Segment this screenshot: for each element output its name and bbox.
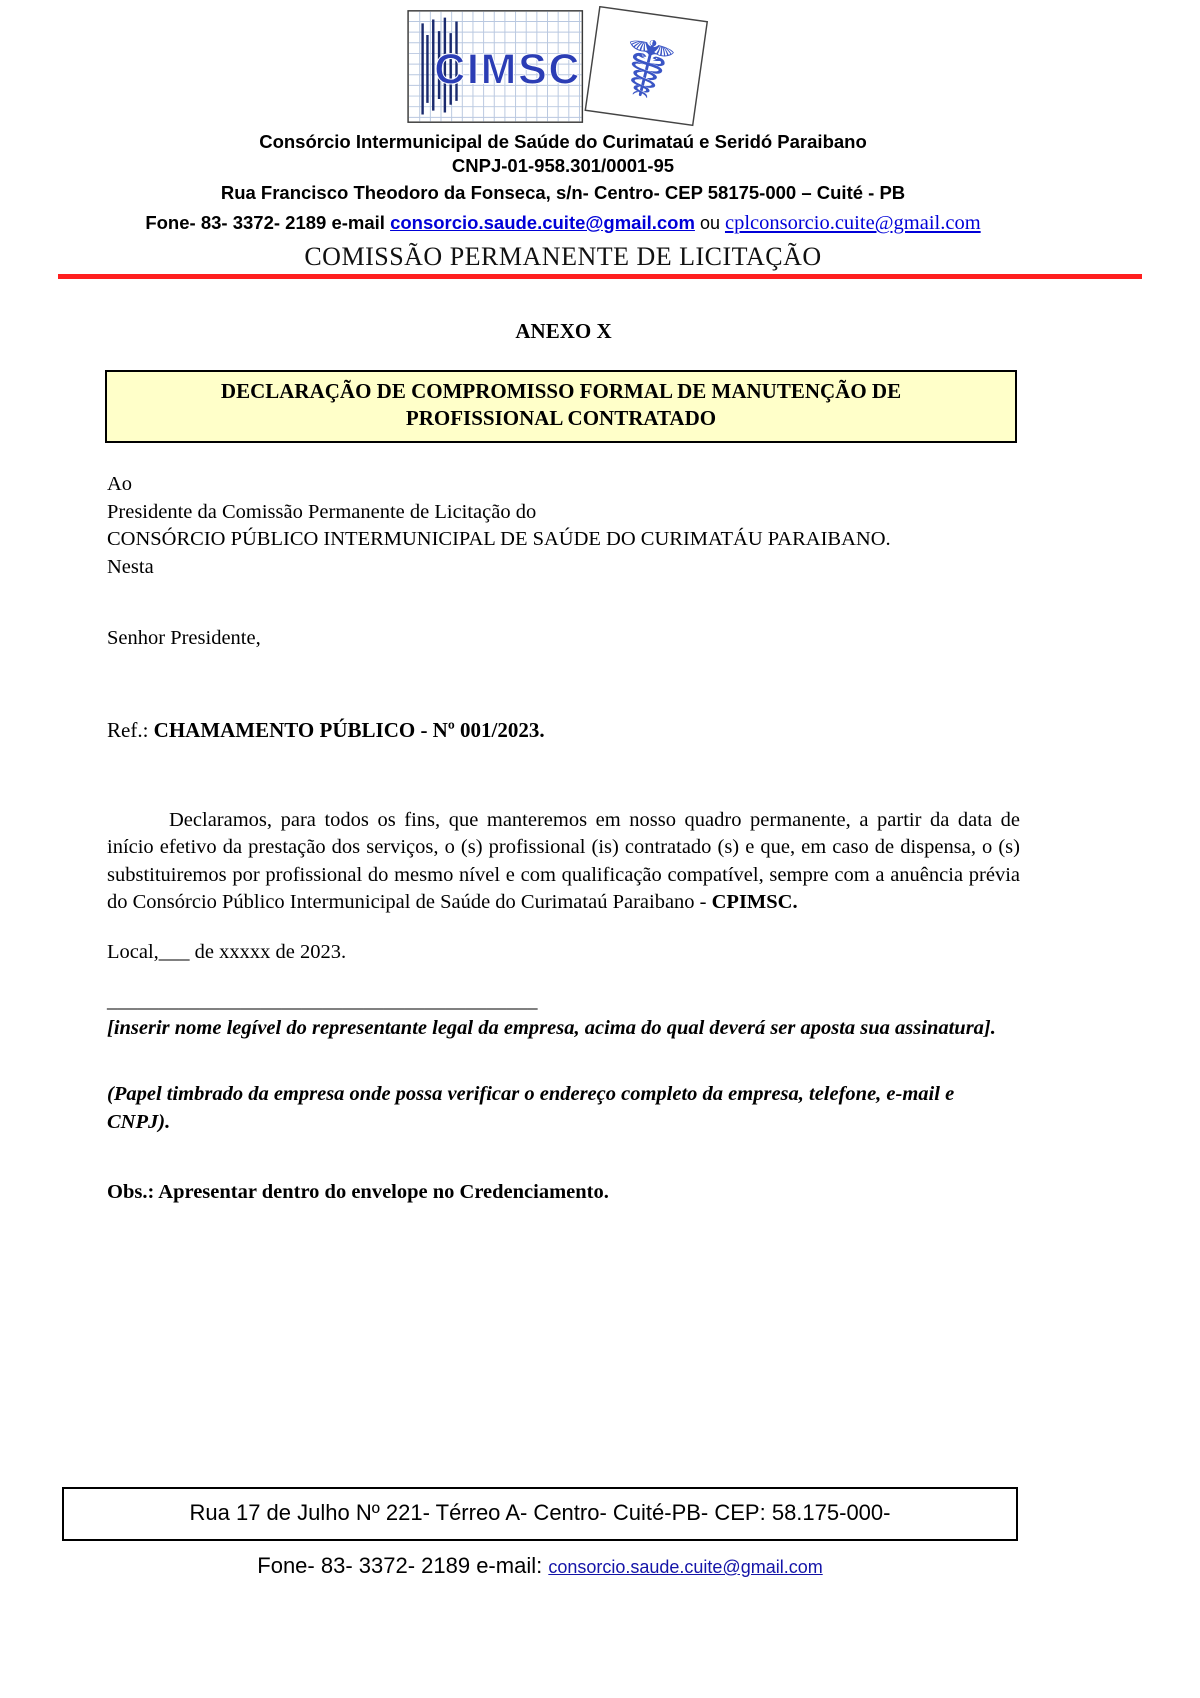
cnpj-line: CNPJ-01-958.301/0001-95 bbox=[451, 155, 675, 177]
declaration-title-box bbox=[105, 370, 1017, 443]
annex-title: ANEXO X bbox=[515, 318, 612, 343]
salutation: Senhor Presidente, bbox=[107, 627, 261, 650]
declaration-title-line1: DECLARAÇÃO DE COMPROMISSO FORMAL DE MANUTENÇÃO DE bbox=[220, 378, 902, 403]
ref-label: Ref.: bbox=[107, 718, 154, 743]
caduceus-icon: ☤ bbox=[609, 17, 684, 121]
email-separator: ou bbox=[694, 212, 725, 233]
letterhead bbox=[0, 0, 1200, 272]
page-footer bbox=[62, 1487, 1018, 1579]
commission-title: COMISSÃO PERMANENTE DE LICITAÇÃO bbox=[304, 241, 822, 271]
date-line: Local,___ de xxxxx de 2023. bbox=[107, 940, 347, 963]
body-paragraph bbox=[107, 807, 1020, 917]
phone-line bbox=[0, 209, 1126, 239]
signature-caption: [inserir nome legível do representante legal da empresa, acima do qual deverá ser aposta sua assinatura]. bbox=[107, 1016, 996, 1039]
declaration-title-line2: PROFISSIONAL CONTRATADO bbox=[405, 406, 717, 431]
signature-line: __________________________________________ bbox=[107, 989, 538, 1012]
addressee-line: Presidente da Comissão Permanente de Licitação do bbox=[107, 500, 537, 523]
phone-prefix: Fone- 83- 3372- 2189 e-mail bbox=[145, 211, 391, 233]
red-separator bbox=[58, 274, 1142, 279]
letterhead-note: (Papel timbrado da empresa onde possa verificar o endereço completo da empresa, telefone, e-mail e CNPJ). bbox=[107, 1082, 955, 1133]
address-line: Rua Francisco Theodoro da Fonseca, s/n- Centro- CEP 58175-000 – Cuité - PB bbox=[220, 182, 906, 204]
ref-number: CHAMAMENTO PÚBLICO - Nº 001/2023. bbox=[153, 718, 545, 743]
footer-email-link[interactable]: consorcio.saude.cuite@gmail.com bbox=[548, 1557, 823, 1577]
footer-address-box bbox=[62, 1487, 1018, 1541]
addressee-line: Ao bbox=[107, 473, 133, 496]
org-name: Consórcio Intermunicipal de Saúde do Curimataú e Seridó Paraibano bbox=[259, 131, 867, 152]
email-link-secondary[interactable]: cplconsorcio.cuite@gmail.com bbox=[724, 211, 981, 234]
addressee-block bbox=[107, 471, 1020, 581]
body-paragraph-text: Declaramos, para todos os fins, que manteremos em nosso quadro permanente, a partir da data de início efetivo da prestação dos serviços, o (s) profissional (is) contratado (s) e que, em caso de dispensa, o (s) substituiremos por profissional do mesmo nível e com qualificação compatível, sempre com a anuência prévia do Consórcio Público Intermunicipal de Saúde do Curimataú Paraibano - bbox=[107, 809, 1020, 914]
reference-line bbox=[107, 718, 1020, 743]
footer-address: Rua 17 de Julho Nº 221- Térreo A- Centro- Cuité-PB- CEP: 58.175-000- bbox=[189, 1500, 891, 1525]
logo-text: CIMSC bbox=[434, 45, 582, 94]
document-body bbox=[107, 319, 1020, 1204]
cimsc-logo-graphic bbox=[398, 6, 728, 128]
email-link-primary[interactable]: consorcio.saude.cuite@gmail.com bbox=[390, 211, 695, 233]
addressee-line: Nesta bbox=[107, 555, 154, 578]
obs-note: Obs.: Apresentar dentro do envelope no Credenciamento. bbox=[107, 1180, 609, 1203]
addressee-line: CONSÓRCIO PÚBLICO INTERMUNICIPAL DE SAÚDE DO CURIMATÁU PARAIBANO. bbox=[107, 528, 891, 551]
body-paragraph-acronym: CPIMSC. bbox=[711, 891, 798, 914]
footer-phone-line bbox=[62, 1553, 1018, 1579]
footer-phone-prefix: Fone- 83- 3372- 2189 e-mail: bbox=[257, 1553, 549, 1578]
cimsc-logo bbox=[0, 6, 1126, 128]
